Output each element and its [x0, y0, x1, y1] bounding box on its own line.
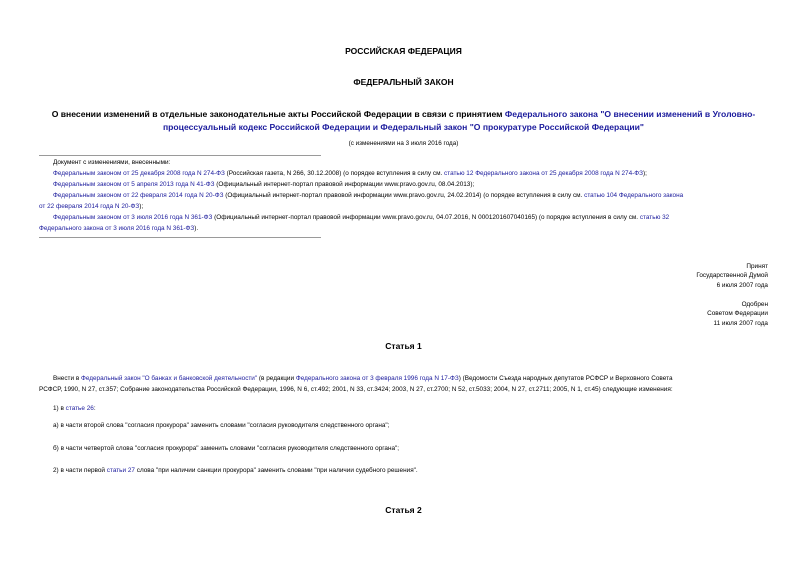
article-1-text-c: ) (Ведомости Съезда народных депутатов РСФСР и Верховного Совета [458, 375, 673, 382]
edition-3-end: ); [139, 203, 144, 210]
revision-note: (с изменениями на 3 июля 2016 года) [348, 140, 459, 147]
item-1-text-a: 1) в [53, 405, 66, 412]
item-2-line [39, 465, 769, 476]
edition-2-text: (Официальный интернет-портал правовой информации www.pravo.gov.ru, 08.04.2013); [214, 181, 475, 188]
accepted-line-3: 6 июля 2007 года [716, 281, 768, 289]
top-divider [39, 155, 321, 156]
edition-1-link[interactable]: Федеральным законом от 25 декабря 2008 года N 274-ФЗ [53, 170, 225, 177]
item-a-line: а) в части второй слова "согласия прокурора" заменить словами "согласия руководителя следственного органа"; [53, 422, 390, 429]
title-link-part1[interactable]: Федерального закона "О внесении изменений в Уголовно- [504, 109, 756, 119]
edition-4 [39, 212, 769, 223]
article-27-link[interactable]: статьи 27 [106, 467, 135, 474]
editions-block [39, 157, 769, 234]
approved-line-1: Одобрен [741, 301, 768, 308]
edition-3-link[interactable]: Федеральным законом от 22 февраля 2014 года N 20-ФЗ [53, 192, 224, 199]
item-1-line [39, 403, 769, 414]
edition-2 [39, 179, 769, 190]
editions-intro: Документ с изменениями, внесенными: [53, 159, 171, 166]
approved-line-3: 11 июля 2007 года [713, 319, 768, 327]
edition-3-article-link-b[interactable]: от 22 февраля 2014 года N 20-ФЗ [39, 203, 140, 210]
title-text: О внесении изменений в отдельные законодательные акты Российской Федерации в связи с принятием [51, 109, 505, 119]
article-26-link[interactable]: статье 26 [65, 405, 94, 412]
accepted-block [696, 262, 768, 290]
article-1-text-b: (в редакции [257, 375, 296, 382]
article-1-item-2 [39, 465, 769, 476]
article-1-item-a [39, 420, 769, 431]
edition-4-text: (Официальный интернет-портал правовой информации www.pravo.gov.ru, 04.07.2016, N 0001201607040165) (о порядке вступления в силу см. [212, 214, 640, 221]
edition-1-end: ); [643, 170, 647, 177]
edition-4-cont [39, 223, 769, 234]
edition-4-end: ). [194, 225, 199, 232]
edition-1 [39, 168, 769, 179]
approved-line-2: Советом Федерации [707, 310, 768, 318]
article-1-paragraph [39, 373, 769, 395]
edition-2-link[interactable]: Федеральным законом от 5 апреля 2013 года N 41-ФЗ [53, 181, 215, 188]
article-1-heading: Статья 1 [385, 341, 422, 351]
article-1-text-a: Внести в [53, 375, 81, 382]
article-1-item-b [39, 443, 769, 454]
edition-1-text: (Российская газета, N 266, 30.12.2008) (о порядке вступления в силу см. [224, 170, 445, 177]
edition-3-cont [39, 201, 769, 212]
edition-1-article-link[interactable]: статью 12 Федерального закона от 25 декабря 2008 года N 274-ФЗ [444, 170, 643, 177]
edition-3-article-link-a[interactable]: статью 104 Федерального закона [584, 192, 684, 199]
item-b-line: б) в части четвертой слова "согласия прокурора" заменить словами "согласия руководителя следственного органа"; [53, 445, 400, 452]
edition-3 [39, 190, 769, 201]
law-type-heading: ФЕДЕРАЛЬНЫЙ ЗАКОН [353, 77, 454, 87]
item-2-text-b: слова "при наличии санкции прокурора" заменить словами "при наличии судебного решения". [134, 467, 418, 474]
edition-4-article-link-a[interactable]: статью 32 [639, 214, 670, 221]
title-link-part2[interactable]: процессуальный кодекс Российской Федерации и Федеральный закон "О прокуратуре Российской Федерации" [162, 122, 645, 132]
approved-block [707, 300, 768, 328]
item-2-text-a: 2) в части первой [53, 467, 107, 474]
edition-4-link[interactable]: Федеральным законом от 3 июля 2016 года N 361-ФЗ [53, 214, 213, 221]
article-1-item-1 [39, 403, 769, 414]
bottom-divider [39, 237, 321, 238]
accepted-line-1: Принят [746, 263, 768, 270]
banking-law-link[interactable]: Федеральный закон "О банках и банковской деятельности" [80, 375, 258, 382]
article-1-line-1 [39, 373, 769, 384]
article-2-heading: Статья 2 [385, 505, 422, 515]
document-title [0, 108, 807, 134]
edition-4-article-link-b[interactable]: Федерального закона от 3 июля 2016 года N 361-ФЗ [39, 225, 195, 232]
article-1-line-2: РСФСР, 1990, N 27, ст.357; Собрание законодательства Российской Федерации, 1996, N 6, ст.492; 2001, N 33, ст.3424; 2003, N 27, ст.2700; N 52, ст.5033; 2004, N 27, ст.2711; 2005, N 1, ст.45) следующие изменения: [39, 386, 673, 393]
item-1-text-b: : [93, 405, 96, 412]
federation-heading: РОССИЙСКАЯ ФЕДЕРАЦИЯ [345, 46, 462, 56]
law-17fz-link[interactable]: Федерального закона от 3 февраля 1996 года N 17-ФЗ [295, 375, 459, 382]
edition-3-text: (Официальный интернет-портал правовой информации www.pravo.gov.ru, 24.02.2014) (о порядке вступления в силу см. [223, 192, 585, 199]
accepted-line-2: Государственной Думой [696, 272, 768, 280]
